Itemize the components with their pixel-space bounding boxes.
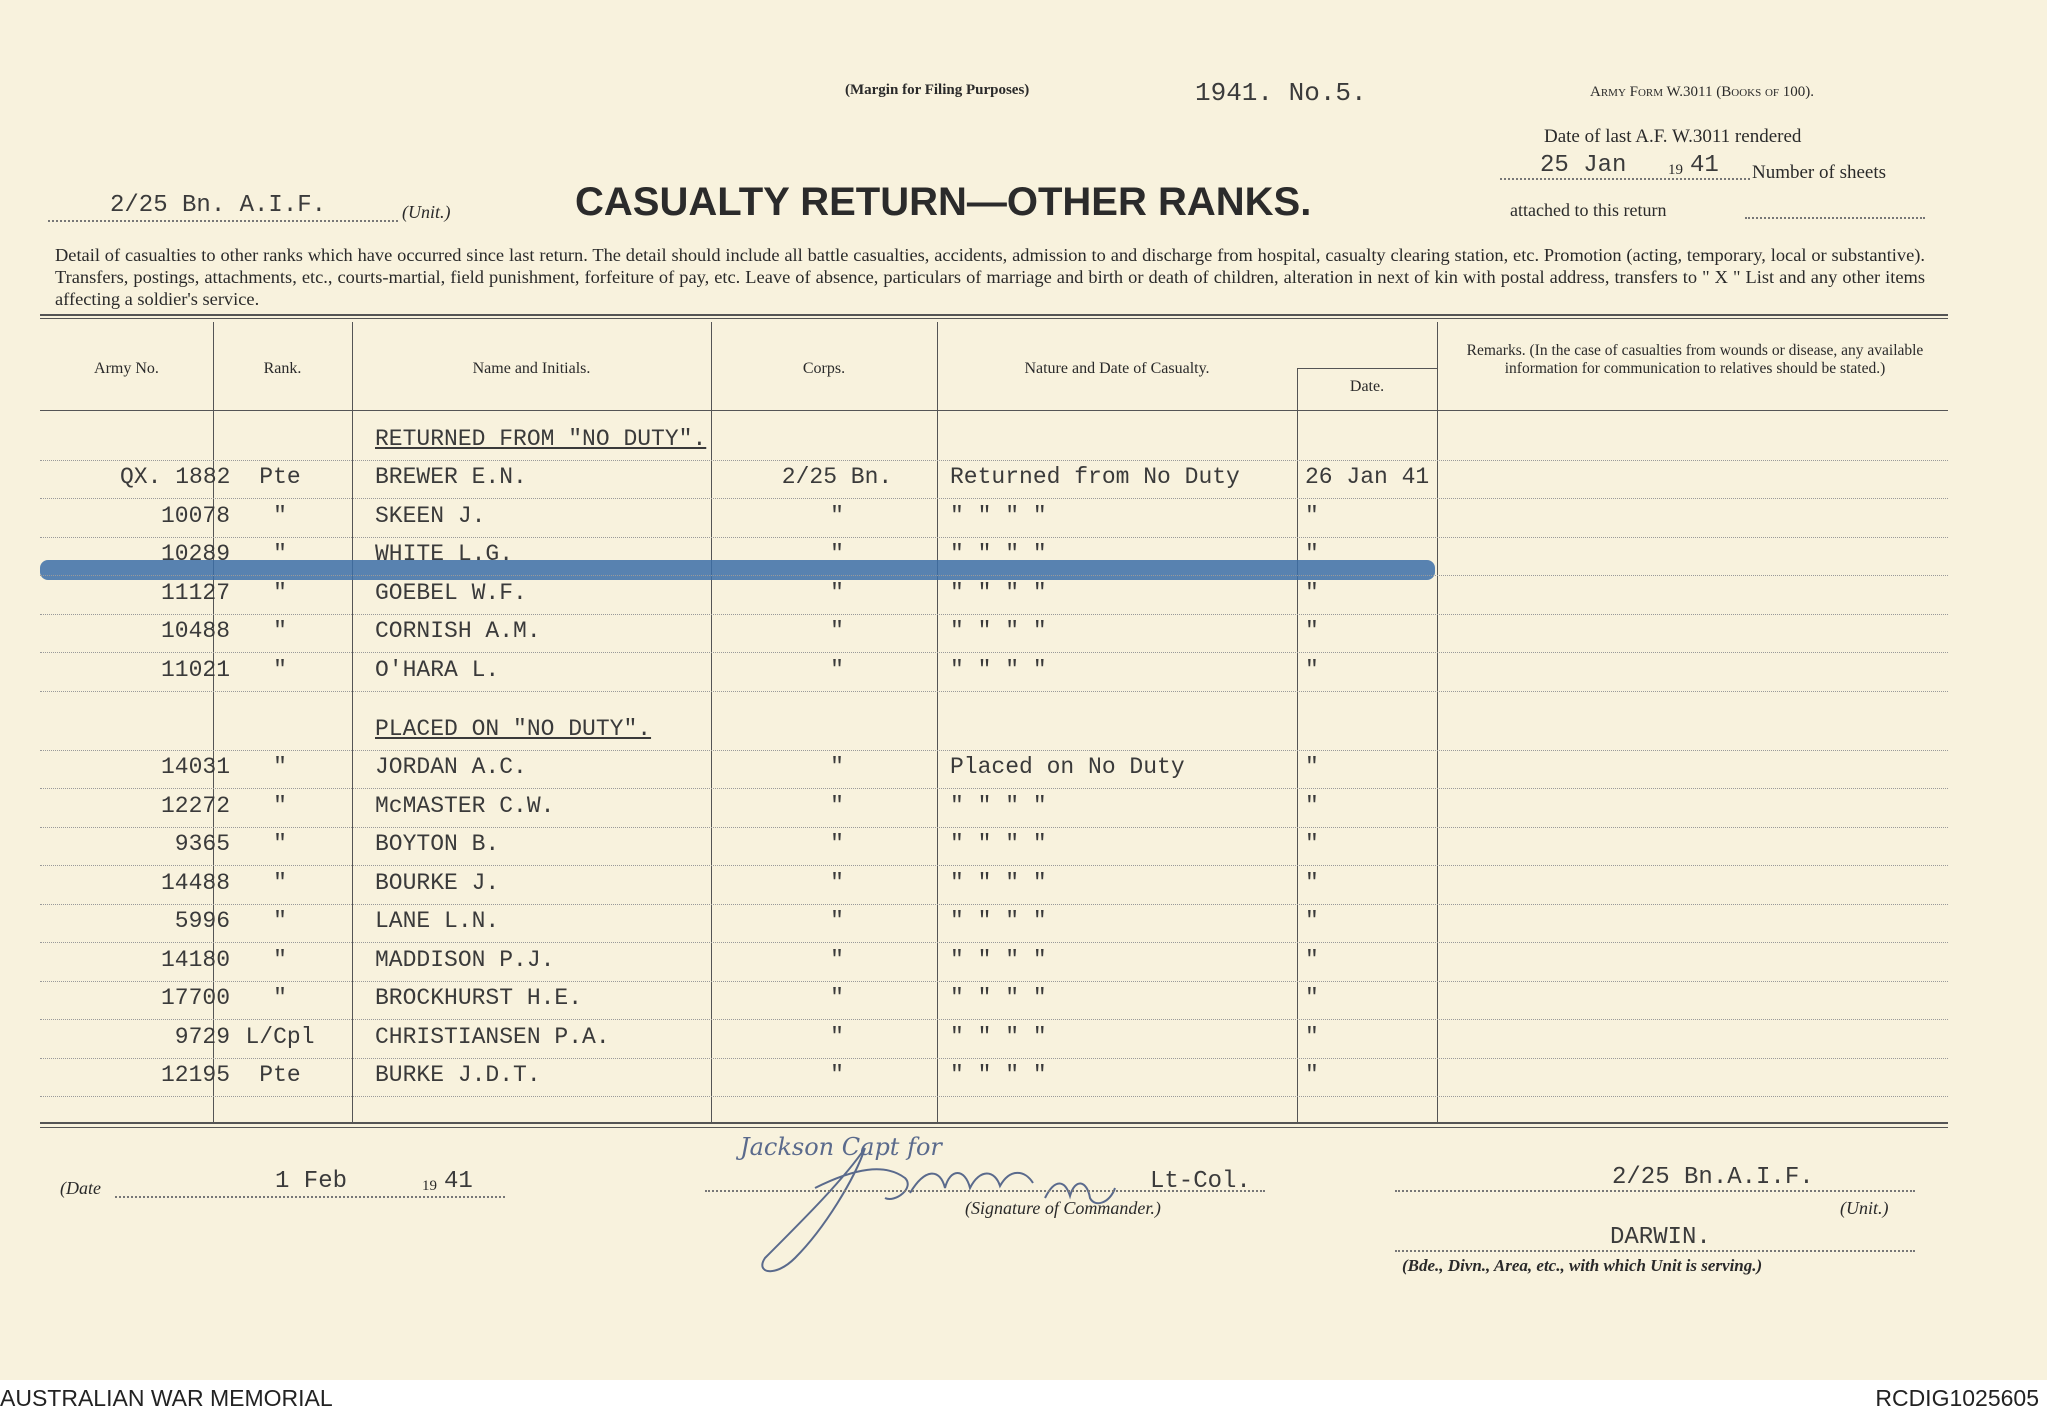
cell-army-no: 5996 [174, 908, 230, 934]
table-row [40, 904, 1948, 943]
cell-rank: " [273, 831, 287, 857]
table-row [40, 653, 1948, 692]
cell-army-no: 11127 [160, 579, 230, 606]
cell-name: BOYTON B. [375, 831, 500, 857]
cell-rank: Pte [259, 1062, 301, 1088]
section-heading-returned: RETURNED FROM "NO DUTY". [375, 426, 707, 452]
last-rendered-year-prefix: 19 [1668, 162, 1683, 178]
cell-army-no: 10488 [160, 618, 230, 644]
cell-date: " [1305, 618, 1319, 644]
cell-date: " [1305, 1062, 1319, 1088]
cell-name: BURKE J.D.T. [375, 1062, 541, 1088]
cell-corps: " [830, 754, 844, 780]
form-id: Army Form W.3011 (Books of 100). [1590, 84, 1815, 100]
cell-army-no: 12272 [160, 792, 230, 819]
cell-date: " [1305, 541, 1319, 567]
section-heading-placed: PLACED ON "NO DUTY". [375, 716, 652, 742]
col-rank: Rank. [263, 360, 302, 377]
cell-rank: " [273, 579, 287, 606]
table-row [40, 460, 1948, 499]
cell-army-no: 9729 [174, 1023, 230, 1050]
cell-nature: " " " " [950, 908, 1047, 934]
table-row [40, 750, 1948, 789]
section-row-placed [40, 712, 1948, 751]
cell-nature: " " " " [950, 502, 1047, 529]
cell-name: LANE L.N. [375, 908, 500, 934]
file-number: 1941. No.5. [1195, 78, 1367, 108]
col-remarks: Remarks. (In the case of casualties from wounds or disease, any available information for communication to relatives should be stated.) [1466, 342, 1924, 377]
cell-army-no: 12195 [160, 1062, 230, 1088]
cell-name: SKEEN J. [375, 502, 486, 529]
cell-date: " [1305, 502, 1319, 529]
last-rendered-year-suffix: 41 [1690, 152, 1719, 179]
cell-rank: " [273, 985, 287, 1011]
cell-date: " [1305, 754, 1319, 780]
cell-nature: " " " " [950, 985, 1047, 1011]
unit-footer-label: (Unit.) [1840, 1198, 1889, 1218]
location-label: (Bde., Divn., Area, etc., with which Unit is serving.) [1402, 1256, 1763, 1275]
cell-date: " [1305, 579, 1319, 606]
cell-corps: " [830, 541, 844, 567]
signature-rank: Lt-Col. [1150, 1168, 1251, 1195]
cell-date: " [1305, 985, 1319, 1011]
cell-date: " [1305, 869, 1319, 896]
cell-corps: " [830, 656, 844, 683]
table-row [40, 1058, 1948, 1097]
cell-nature: " " " " [950, 1023, 1047, 1050]
cell-rank: " [273, 946, 287, 973]
cell-nature: Returned from No Duty [950, 464, 1240, 490]
cell-name: BOURKE J. [375, 869, 500, 896]
form-title: CASUALTY RETURN—OTHER RANKS. [575, 180, 1312, 224]
cell-name: JORDAN A.C. [375, 754, 527, 780]
cell-army-no: 14031 [160, 754, 230, 780]
cell-name: McMASTER C.W. [375, 792, 555, 819]
cell-name: GOEBEL W.F. [375, 579, 527, 606]
cell-army-no: 17700 [160, 985, 230, 1011]
attached-label: attached to this return [1510, 200, 1667, 220]
table-row [40, 827, 1948, 866]
cell-corps: " [830, 1062, 844, 1088]
cell-nature: " " " " [950, 869, 1047, 896]
number-of-sheets-label: Number of sheets [1752, 162, 1887, 183]
table-row [40, 537, 1948, 576]
unit-footer-value: 2/25 Bn.A.I.F. [1612, 1164, 1814, 1191]
cell-army-no: 9365 [174, 831, 230, 857]
cell-date: " [1305, 656, 1319, 683]
cell-nature: " " " " [950, 831, 1047, 857]
signature-text: Jackson Capt for [740, 1133, 942, 1161]
cell-corps: " [830, 618, 844, 644]
margin-note: (Margin for Filing Purposes) [845, 82, 1030, 98]
cell-date: " [1305, 908, 1319, 934]
table-row [40, 499, 1948, 538]
table-row [40, 943, 1948, 982]
cell-rank: " [273, 792, 287, 819]
cell-corps: " [830, 908, 844, 934]
archive-footer [0, 1380, 2047, 1416]
instructions: Detail of casualties to other ranks which have occurred since last return. The detail should include all battle casualties, accidents, admission to and discharge from hospital, casualty clearing station, etc. Promotion (acting, temporary, local or substantive). Transfers, postings, attachments, etc., courts-martial, field punishment, forfeiture of pay, etc. Leave of absence, particulars of marriage and birth or death of children, alteration in next of kin with postal address, transfers to " X " List and any other items affecting a soldier's service. [55, 245, 1925, 309]
location-value: DARWIN. [1610, 1224, 1711, 1251]
date-label: (Date [60, 1178, 101, 1198]
date-year-suffix: 41 [444, 1168, 473, 1195]
cell-rank: " [273, 618, 287, 644]
table-row [40, 789, 1948, 828]
cell-rank: " [273, 502, 287, 529]
cell-corps: " [830, 946, 844, 973]
cell-rank: " [273, 754, 287, 780]
cell-nature: Placed on No Duty [950, 754, 1185, 780]
cell-name: CHRISTIANSEN P.A. [375, 1023, 610, 1050]
cell-corps: " [830, 869, 844, 896]
cell-army-no: QX. 1882 [120, 464, 231, 490]
cell-army-no: 14488 [160, 869, 230, 896]
cell-rank: " [273, 541, 287, 567]
cell-army-no: 10078 [160, 502, 230, 529]
cell-nature: " " " " [950, 541, 1047, 567]
cell-corps: " [830, 831, 844, 857]
cell-rank: Pte [259, 464, 301, 490]
cell-nature: " " " " [950, 656, 1047, 683]
table-row [40, 1020, 1948, 1059]
last-rendered-date: 25 Jan [1540, 152, 1627, 179]
col-corps: Corps. [802, 360, 846, 377]
cell-date: 26 Jan 41 [1305, 464, 1430, 490]
cell-rank: " [273, 656, 287, 683]
table-row [40, 576, 1948, 615]
cell-date: " [1305, 1023, 1319, 1050]
archive-id: RCDIG1025605 [1875, 1385, 2039, 1411]
table-row [40, 981, 1948, 1020]
cell-name: CORNISH A.M. [375, 618, 541, 644]
archive-name: AUSTRALIAN WAR MEMORIAL [0, 1385, 333, 1411]
cell-nature: " " " " [950, 618, 1047, 644]
cell-army-no: 14180 [160, 946, 230, 973]
cell-nature: " " " " [950, 1062, 1047, 1088]
cell-date: " [1305, 831, 1319, 857]
col-name: Name and Initials. [472, 360, 591, 377]
cell-rank: " [273, 908, 287, 934]
cell-name: O'HARA L. [375, 656, 500, 683]
cell-nature: " " " " [950, 579, 1047, 606]
cell-name: MADDISON P.J. [375, 946, 555, 973]
date-year-prefix: 19 [422, 1178, 437, 1194]
table-row [40, 614, 1948, 653]
cell-army-no: 11021 [160, 656, 230, 683]
cell-nature: " " " " [950, 792, 1047, 819]
cell-name: BROCKHURST H.E. [375, 985, 583, 1011]
last-rendered-label: Date of last A.F. W.3011 rendered [1544, 126, 1802, 147]
table-row [40, 866, 1948, 905]
unit-label: (Unit.) [402, 202, 451, 222]
cell-corps: 2/25 Bn. [781, 464, 893, 490]
date-value: 1 Feb [275, 1168, 348, 1195]
cell-army-no: 10289 [160, 541, 230, 567]
cell-corps: " [830, 985, 844, 1011]
cell-rank: " [273, 869, 287, 896]
cell-corps: " [830, 502, 844, 529]
cell-corps: " [830, 792, 844, 819]
col-nature: Nature and Date of Casualty. [1024, 360, 1210, 377]
col-date: Date. [1349, 378, 1385, 395]
cell-name: WHITE L.G. [375, 541, 514, 567]
cell-corps: " [830, 1023, 844, 1050]
section-row-returned [40, 422, 1948, 461]
signature-label: (Signature of Commander.) [965, 1198, 1161, 1218]
col-army-no: Army No. [94, 360, 159, 377]
cell-date: " [1305, 946, 1319, 973]
unit-value: 2/25 Bn. A.I.F. [110, 192, 327, 219]
cell-date: " [1305, 792, 1319, 819]
cell-corps: " [830, 579, 844, 606]
cell-nature: " " " " [950, 946, 1047, 973]
cell-name: BREWER E.N. [375, 464, 527, 490]
cell-rank: L/Cpl [245, 1023, 315, 1050]
